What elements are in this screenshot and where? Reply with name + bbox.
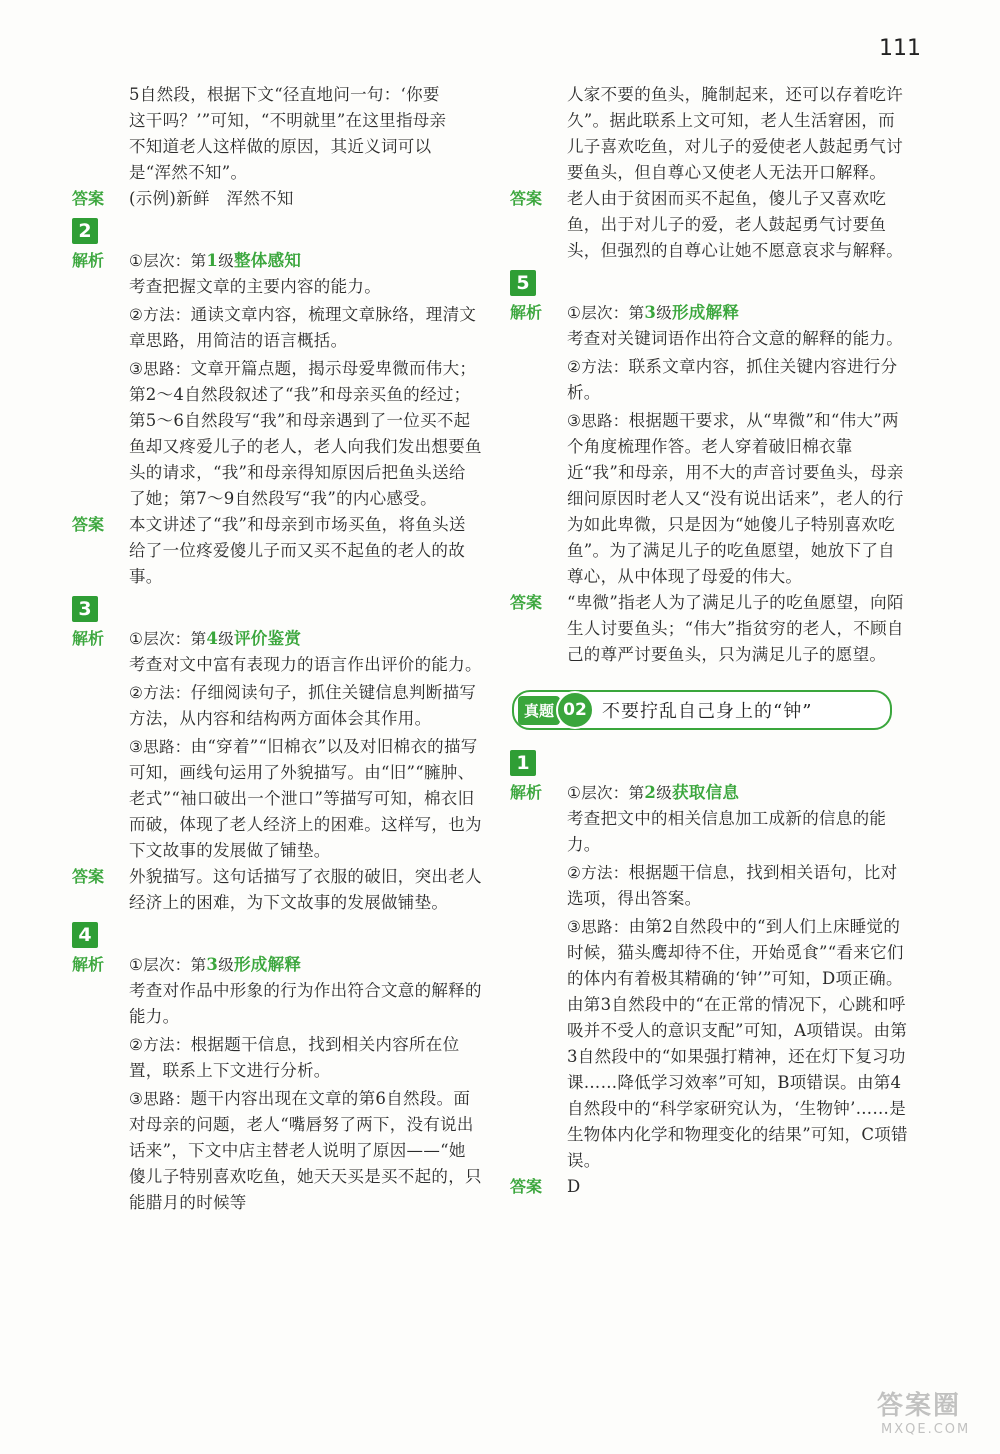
- text-line: 这干吗？’”可知，“不明就里”在这里指母亲: [129, 111, 447, 130]
- question-number: 2: [72, 218, 98, 244]
- method-line: ②方法：根据题干信息，找到相关语句，比对选项，得出答案。: [567, 863, 898, 908]
- answer-tag: 答案: [510, 189, 543, 208]
- answer-text: 本文讲述了“我”和母亲到市场买鱼，将鱼头送给了一位疼爱傻儿子而又买不起鱼的老人的故事。: [129, 515, 466, 586]
- section-banner: [512, 690, 892, 730]
- intro-answer: [72, 186, 482, 212]
- analysis-block: [510, 780, 910, 1174]
- method-line: ②方法：联系文章内容，抓住关键内容进行分析。: [567, 357, 898, 402]
- level-desc: 考查对作品中形象的行为作出符合文意的解释的能力。: [129, 981, 482, 1026]
- answer-block: [510, 186, 910, 264]
- analysis-tag: 解析: [510, 783, 543, 802]
- continued-analysis: [510, 82, 910, 186]
- analysis-block: [72, 952, 482, 1216]
- section-label: 真题: [518, 696, 560, 725]
- answer-block: [510, 590, 910, 668]
- answer-tag: 答案: [72, 515, 105, 534]
- analysis-block: [72, 248, 482, 512]
- level-line: ①层次：第2级获取信息: [567, 783, 740, 802]
- idea-line: ③思路：题干内容出现在文章的第6自然段。面对母亲的问题，老人“嘴唇努了两下，没有说出话来”，下文中店主替老人说明了原因——“她傻儿子特别喜欢吃鱼，她天天买是买不起的，只能腊月的时候等: [129, 1089, 482, 1212]
- continued-text: 人家不要的鱼头，腌制起来，还可以存着吃许久”。据此联系上文可知，老人生活窘困，而儿子喜欢吃鱼，对儿子的爱使老人鼓起勇气讨要鱼头，但自尊心又使老人无法开口解释。: [567, 85, 903, 182]
- analysis-tag: 解析: [72, 251, 105, 270]
- answer-block: [72, 864, 482, 916]
- answer-tag: 答案: [510, 1177, 543, 1196]
- watermark: [877, 1385, 970, 1437]
- answer-text: (示例)新鲜 浑然不知: [129, 189, 294, 208]
- question-number: 5: [510, 270, 536, 296]
- question-number: 1: [510, 750, 536, 776]
- idea-line: ③思路：由第2自然段中的“到人们上床睡觉的时候，猫头鹰却待不住，开始觅食”“看来它们的体内有着极其精确的‘钟’”可知，D项正确。由第3自然段中的“在正常的情况下，心跳和呼吸并不受人的意识支配”可知，A项错误。由第3自然段中的“如果强打精神，还在灯下复习功课……降低学习效率”可知，B项错误。由第4自然段中的“科学家研究认为，‘生物钟’……是生物体内化学和物理变化的结果”可知，C项错误。: [567, 917, 908, 1170]
- method-line: ②方法：仔细阅读句子，抓住关键信息判断描写方法，从内容和结构两方面体会其作用。: [129, 683, 477, 728]
- level-line: ①层次：第3级形成解释: [129, 955, 302, 974]
- level-desc: 考查对文中富有表现力的语言作出评价的能力。: [129, 655, 482, 674]
- level-line: ①层次：第1级整体感知: [129, 251, 302, 270]
- answer-block: [72, 512, 482, 590]
- watermark-url: MXQE.COM: [881, 1422, 971, 1437]
- analysis-tag: 解析: [72, 629, 105, 648]
- section-number: 02: [556, 691, 594, 729]
- analysis-block: [72, 626, 482, 864]
- idea-line: ③思路：文章开篇点题，揭示母爱卑微而伟大；第2～4自然段叙述了“我”和母亲买鱼的经过；第5～6自然段写“我”和母亲遇到了一位买不起鱼却又疼爱儿子的老人，老人向我们发出想要鱼头的请求，“我”和母亲得知原因后把鱼头送给了她；第7～9自然段写“我”的内心感受。: [129, 359, 482, 508]
- answer-text: 老人由于贫困而买不起鱼，傻儿子又喜欢吃鱼，出于对儿子的爱，老人鼓起勇气讨要鱼头，但强烈的自尊心让她不愿意哀求与解释。: [567, 189, 903, 260]
- method-line: ②方法：通读文章内容，梳理文章脉络，理清文章思路，用简洁的语言概括。: [129, 305, 477, 350]
- answer-text: D: [567, 1177, 581, 1196]
- idea-line: ③思路：根据题干要求，从“卑微”和“伟大”两个角度梳理作答。老人穿着破旧棉衣靠近“我”和母亲，用不大的声音讨要鱼头，母亲细问原因时老人又“没有说出话来”，老人的行为如此卑微，只是因为“她傻儿子特别喜欢吃鱼”。为了满足儿子的吃鱼愿望，她放下了自尊心，从中体现了母爱的伟大。: [567, 411, 904, 586]
- intro-analysis: [72, 82, 482, 186]
- idea-line: ③思路：由“穿着”“旧棉衣”以及对旧棉衣的描写可知，画线句运用了外貌描写。由“旧”“臃肿、老式”“袖口破出一个泄口”等描写可知，棉衣旧而破，体现了老人经济上的困难。这样写，也为下文故事的发展做了铺垫。: [129, 737, 482, 860]
- analysis-block: [510, 300, 910, 590]
- answer-text: 外貌描写。这句话描写了衣服的破旧，突出老人经济上的困难，为下文故事的发展做铺垫。: [129, 867, 482, 912]
- analysis-tag: 解析: [72, 955, 105, 974]
- text-line: 是“浑然不知”。: [129, 163, 248, 182]
- answer-tag: 答案: [72, 189, 105, 208]
- left-column: [72, 82, 482, 1216]
- text-line: 5自然段，根据下文“径直地问一句：‘你要: [129, 85, 440, 104]
- analysis-tag: 解析: [510, 303, 543, 322]
- right-column: [510, 82, 910, 1200]
- level-line: ①层次：第3级形成解释: [567, 303, 740, 322]
- section-title: 不要拧乱自己身上的“钟”: [602, 701, 813, 722]
- level-line: ①层次：第4级评价鉴赏: [129, 629, 302, 648]
- answer-text: “卑微”指老人为了满足儿子的吃鱼愿望，向陌生人讨要鱼头；“伟大”指贫穷的老人，不顾自己的尊严讨要鱼头，只为满足儿子的愿望。: [567, 593, 904, 664]
- answer-block: [510, 1174, 910, 1200]
- level-desc: 考查对关键词语作出符合文意的解释的能力。: [567, 329, 903, 348]
- level-desc: 考查把文中的相关信息加工成新的信息的能力。: [567, 809, 887, 854]
- page-number: 111: [879, 36, 921, 61]
- watermark-logo: 答案圈: [877, 1391, 962, 1421]
- answer-tag: 答案: [72, 867, 105, 886]
- answer-tag: 答案: [510, 593, 543, 612]
- method-line: ②方法：根据题干信息，找到相关内容所在位置，联系上下文进行分析。: [129, 1035, 460, 1080]
- level-desc: 考查把握文章的主要内容的能力。: [129, 277, 381, 296]
- question-number: 3: [72, 596, 98, 622]
- text-line: 不知道老人这样做的原因，其近义词可以: [129, 137, 432, 156]
- question-number: 4: [72, 922, 98, 948]
